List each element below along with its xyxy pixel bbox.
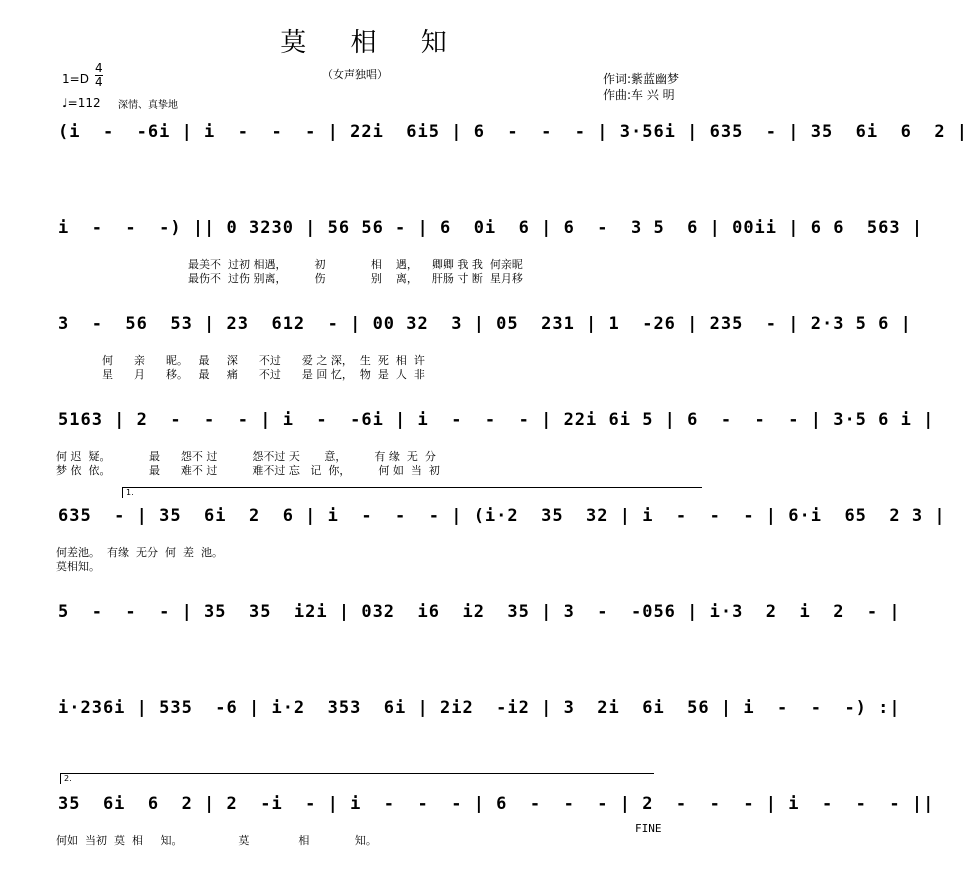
lyric-line: 最伤不 过伤 别离， 伤 别 离， 肝肠 寸 断 星月移	[188, 272, 523, 285]
lyric-line: 莫相知。	[56, 560, 100, 573]
staff-line-6	[50, 602, 901, 626]
notes: 5163 | 2 - - - | i - -6i | i - - - | 22i 6i 5 | 6 - - - | 3·5 6 i |	[58, 410, 935, 430]
volta-1: 1.	[122, 487, 702, 498]
notes: 5 - - - | 35 35 i2i | 032 i6 i2 35 | 3 - -056 | i·3 2 i 2 - |	[58, 602, 901, 622]
notes: (i - -6i | i - - - | 22i 6i5 | 6 - - - | 3·56i | 635 - | 35 6i 6 2 |	[58, 122, 968, 142]
page-title: 莫 相 知	[280, 28, 465, 58]
time-bottom: 4	[95, 75, 103, 89]
tempo-mark: ♩=112	[62, 96, 101, 110]
expression-mark: 深情、真挚地	[118, 100, 178, 111]
fine-mark: FINE	[635, 822, 662, 835]
time-signature	[95, 62, 103, 89]
composer: 作曲:车 兴 明	[603, 88, 675, 102]
lyric-line: 最美不 过初 相遇， 初 相 遇， 卿卿 我 我 何亲昵	[188, 258, 523, 271]
notes: 635 - | 35 6i 2 6 | i - - - | (i·2 35 32 | i - - - | 6·i 65 2 3 |	[58, 506, 946, 526]
time-top: 4	[95, 61, 103, 75]
lyric-line: 何如 当初 莫 相 知。 莫 相 知。	[56, 834, 377, 847]
staff-line-2	[50, 218, 924, 242]
staff-line-3	[50, 314, 912, 338]
key-signature: 1=D	[62, 72, 89, 86]
staff-line-8	[50, 794, 935, 818]
volta-2: 2.	[60, 773, 654, 784]
notes: i·236i | 535 -6 | i·2 353 6i | 2i2 -i2 | 3 2i 6i 56 | i - - -) :|	[58, 698, 901, 718]
notes: 3 - 56 53 | 23 612 - | 00 32 3 | 05 231 | 1 -26 | 235 - | 2·3 5 6 |	[58, 314, 912, 334]
notes: 35 6i 6 2 | 2 -i - | i - - - | 6 - - - | 2 - - - | i - - - ||	[58, 794, 935, 814]
lyric-line: 梦 依 依。 最 难不 过 难不过 忘 记 你， 何 如 当 初	[56, 464, 440, 477]
lyric-line: 何 迟 疑。 最 怨不 过 怨不过 天 意， 有 缘 无 分	[56, 450, 436, 463]
notes: i - - -) || 0 3230 | 56 56 - | 6 0i 6 | 6 - 3 5 6 | 00ii | 6 6 563 |	[58, 218, 924, 238]
staff-line-7	[50, 698, 901, 722]
subtitle: （女声独唱）	[322, 68, 388, 81]
staff-line-1	[50, 122, 968, 146]
lyric-line: 星 月 移。 最 痛 不过 是 回 忆， 物 是 人 非	[102, 368, 425, 381]
staff-line-4	[50, 410, 935, 434]
lyricist: 作词:紫蓝幽梦	[603, 72, 680, 86]
lyric-line: 何差池。 有缘 无分 何 差 池。	[56, 546, 223, 559]
staff-line-5	[50, 506, 946, 530]
lyric-line: 何 亲 昵。 最 深 不过 爱 之 深， 生 死 相 许	[102, 354, 425, 367]
